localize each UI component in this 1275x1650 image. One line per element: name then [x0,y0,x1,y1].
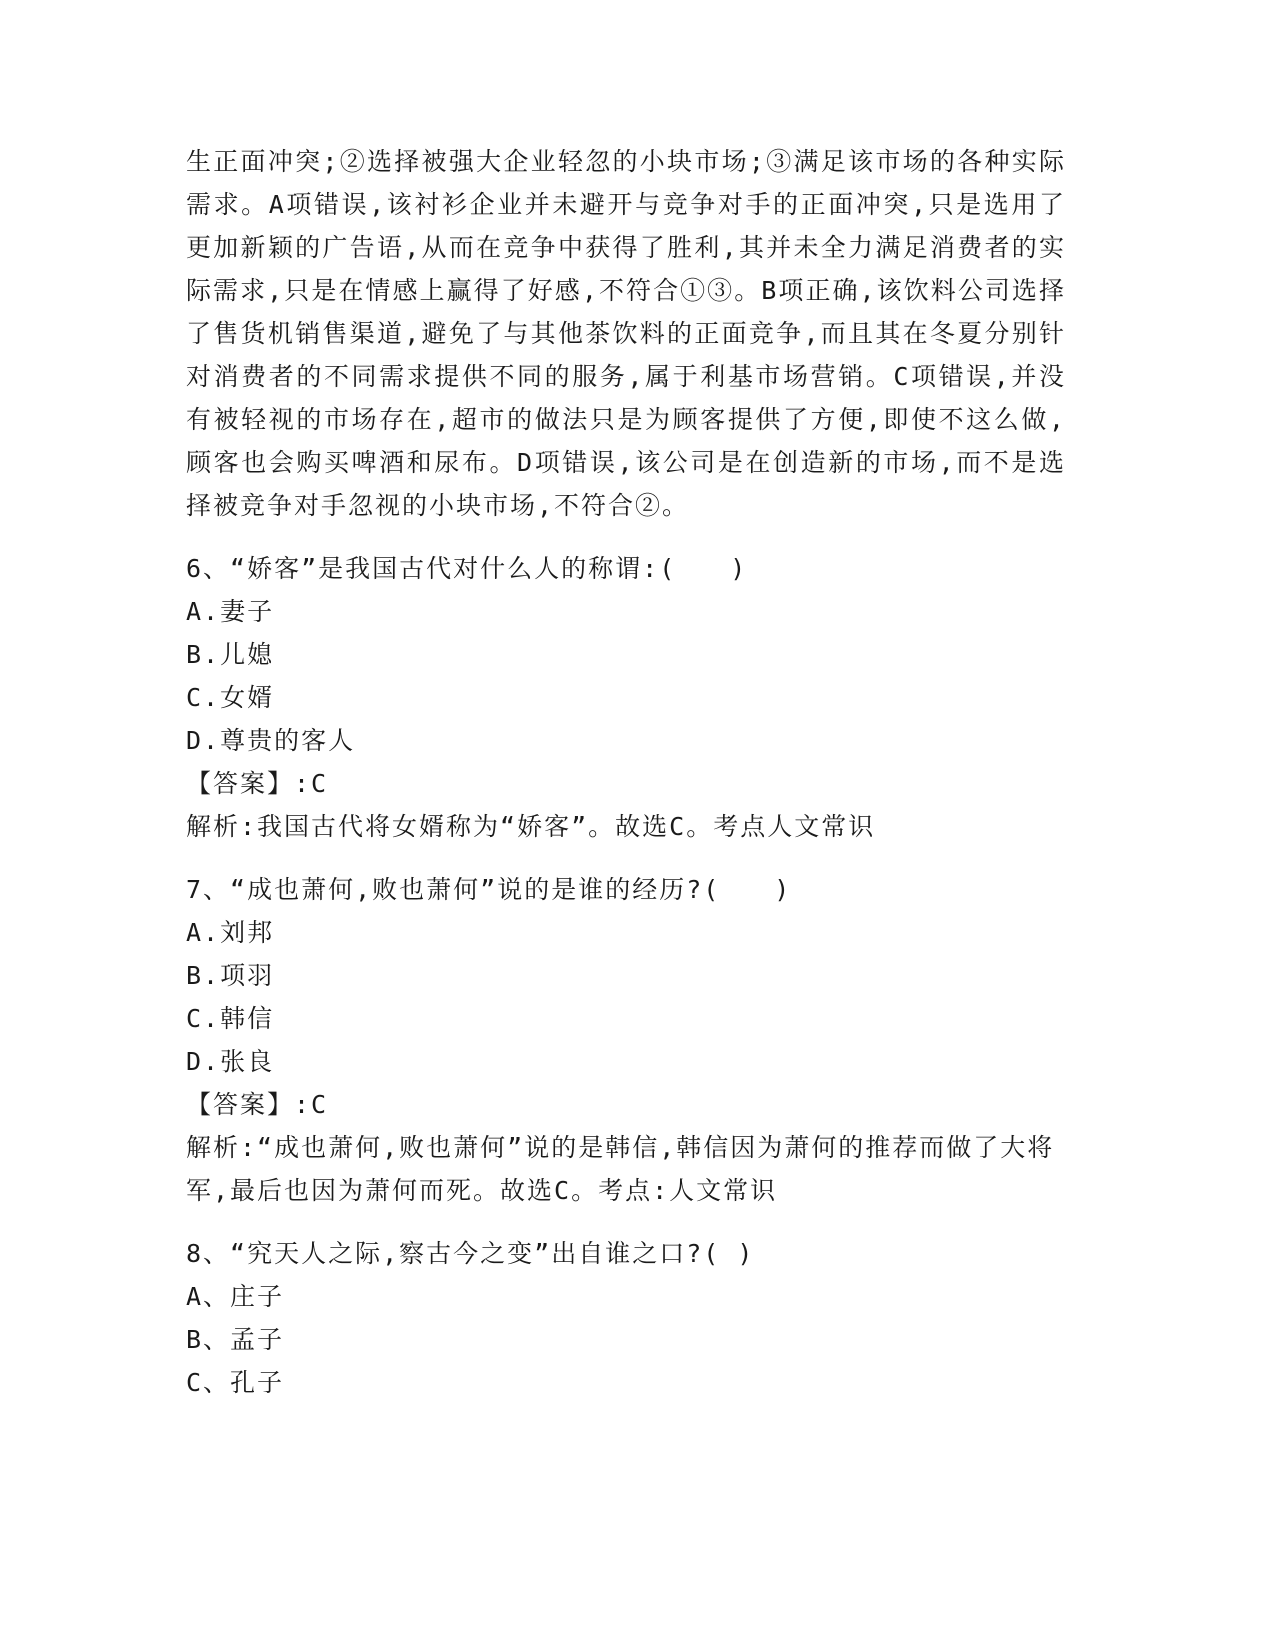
question-stem: 6、“娇客”是我国古代对什么人的称谓:( ) [186,554,748,583]
question-stem: 8、“究天人之际,察古今之变”出自谁之口?( ) [186,1239,755,1268]
question-stem: 7、“成也萧何,败也萧何”说的是谁的经历?( ) [186,875,792,904]
option-b: B、孟子 [186,1325,285,1354]
option-b: B.项羽 [186,961,275,990]
option-a: A.刘邦 [186,918,275,947]
explanation: 解析:“成也萧何,败也萧何”说的是韩信,韩信因为萧何的推荐而做了大将军,最后也因为萧何而死。故选C。考点:人文常识 [186,1133,1055,1205]
option-d: D.张良 [186,1047,275,1076]
option-a: A.妻子 [186,597,275,626]
option-c: C.韩信 [186,1004,275,1033]
answer: 【答案】:C [186,1090,329,1119]
explanation: 解析:我国古代将女婿称为“娇客”。故选C。考点人文常识 [186,812,876,841]
document-page [186,140,1066,1404]
question-6 [186,547,1066,848]
option-a: A、庄子 [186,1282,285,1311]
question-8 [186,1232,1066,1404]
answer: 【答案】:C [186,769,329,798]
option-c: C、孔子 [186,1368,285,1397]
option-d: D.尊贵的客人 [186,726,356,755]
intro-paragraph: 生正面冲突;②选择被强大企业轻忽的小块市场;③满足该市场的各种实际需求。A项错误,该衬衫企业并未避开与竞争对手的正面冲突,只是选用了更加新颖的广告语,从而在竞争中获得了胜利,其并未全力满足消费者的实际需求,只是在情感上赢得了好感,不符合①③。B项正确,该饮料公司选择了售货机销售渠道,避免了与其他茶饮料的正面竞争,而且其在冬夏分别针对消费者的不同需求提供不同的服务,属于利基市场营销。C项错误,并没有被轻视的市场存在,超市的做法只是为顾客提供了方便,即使不这么做,顾客也会购买啤酒和尿布。D项错误,该公司是在创造新的市场,而不是选择被竞争对手忽视的小块市场,不符合②。 [186,147,1066,520]
option-c: C.女婿 [186,683,275,712]
option-b: B.儿媳 [186,640,275,669]
question-7 [186,868,1066,1212]
